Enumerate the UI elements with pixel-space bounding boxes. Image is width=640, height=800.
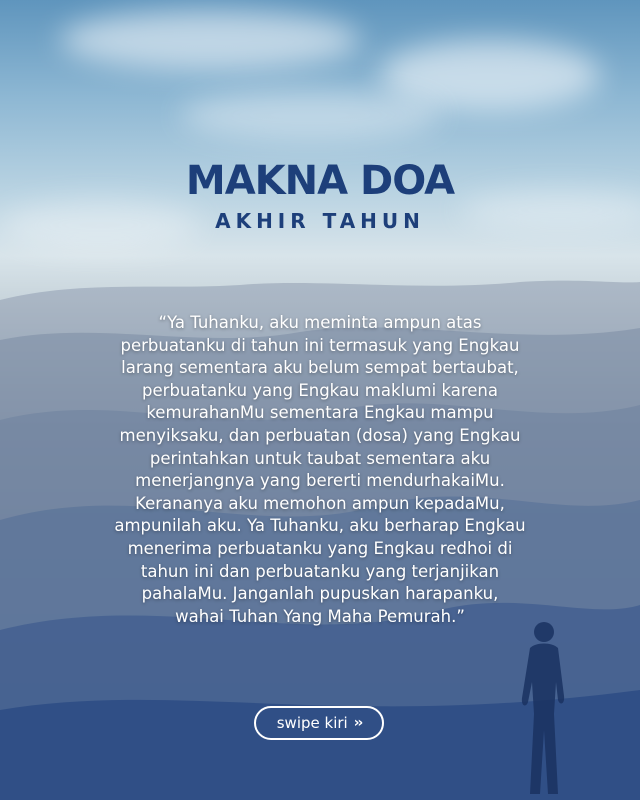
quote-line: “Ya Tuhanku, aku meminta ampun atas <box>158 313 482 332</box>
prayer-quote <box>90 312 550 628</box>
title-block <box>0 158 640 234</box>
quote-line: menyiksaku, dan perbuatan (dosa) yang Engkau <box>119 425 521 445</box>
quote-line: perbuatanku yang Engkau maklumi karena <box>142 380 498 400</box>
quote-line: kemurahanMu sementara Engkau mampu <box>146 403 494 423</box>
cloud-decoration <box>60 10 360 70</box>
quote-line: perintahkan untuk taubat sementara aku <box>149 448 491 468</box>
double-chevron-right-icon: ›› <box>353 715 362 731</box>
quote-line: tahun ini dan perbuatanku yang terjanjikan <box>140 561 500 581</box>
quote-line: pahalaMu. Janganlah pupuskan harapanku, <box>141 584 499 604</box>
quote-line: ampunilah aku. Ya Tuhanku, aku berharap Engkau <box>114 516 526 536</box>
quote-line: perbuatanku di tahun ini termasuk yang Engkau <box>120 335 520 355</box>
walking-person-silhouette <box>508 618 578 800</box>
quote-line: larang sementara aku belum sempat bertaubat, <box>121 358 519 378</box>
quote-line: Kerananya aku memohon ampun kepadaMu, <box>135 493 505 513</box>
page-subtitle: AKHIR TAHUN <box>215 209 425 233</box>
page-title: MAKNA DOA <box>185 158 455 204</box>
swipe-left-button[interactable] <box>254 706 384 740</box>
quote-line: menerjangnya yang bererti mendurhakaiMu. <box>135 471 505 491</box>
swipe-label: swipe kiri <box>276 714 348 732</box>
cloud-decoration <box>180 90 440 140</box>
quote-line: wahai Tuhan Yang Maha Pemurah.” <box>175 606 465 626</box>
quote-line: menerima perbuatanku yang Engkau redhoi di <box>127 538 513 558</box>
